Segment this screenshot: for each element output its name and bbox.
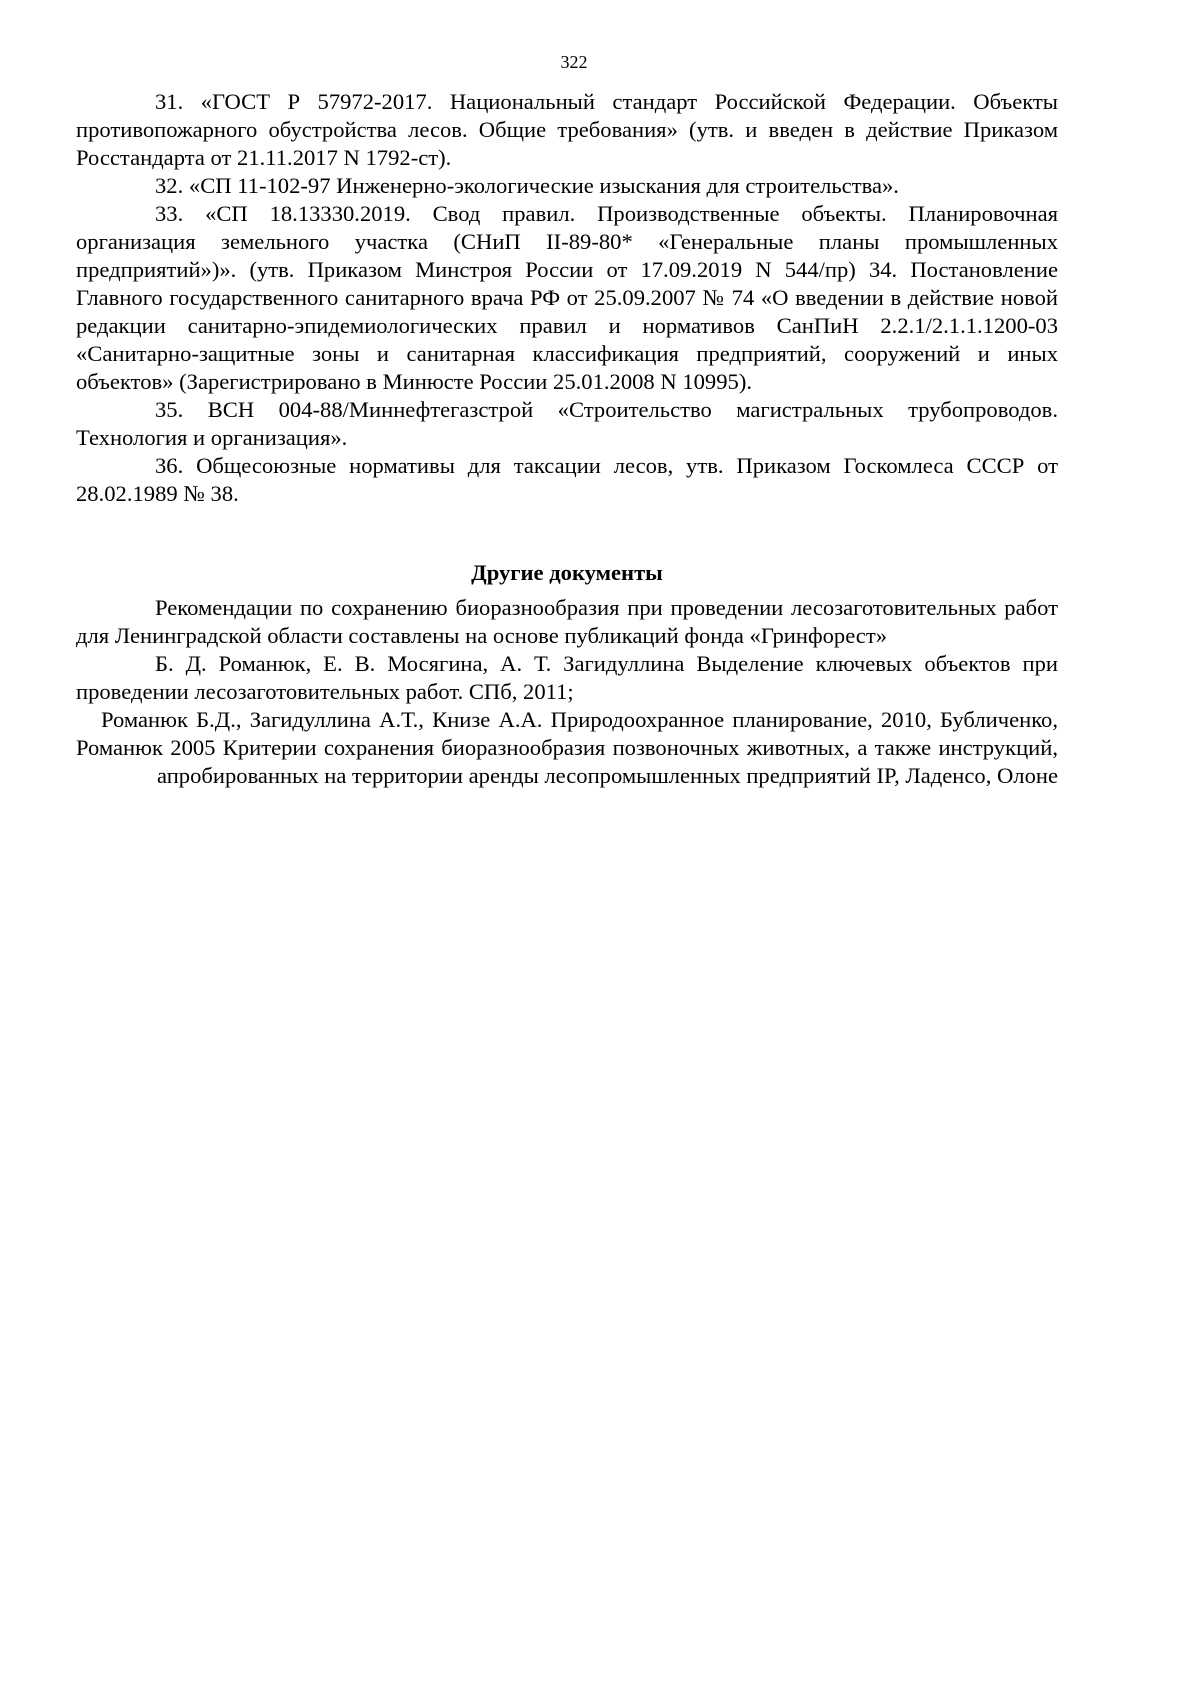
reference-item-33: 33. «СП 18.13330.2019. Свод правил. Производственные объекты. Планировочная организация земельного участка (СНиП II-89-80* «Генеральные планы промышленных предприятий»)». (утв. Приказом Минстроя России от 17.09.2019 N 544/пр) 34. Постановление Главного государственного санитарного врача РФ от 25.09.2007 № 74 «О введении в действие новой редакции санитарно-эпидемиологических правил и нормативов СанПиН 2.2.1/2.1.1.1200-03 «Санитарно-защитные зоны и санитарная классификация предприятий, сооружений и иных объектов» (Зарегистрировано в Минюсте России 25.01.2008 N 10995). xyxy=(76,201,1058,394)
other-document-item: Б. Д. Романюк, Е. В. Мосягина, А. Т. Загидуллина Выделение ключевых объектов при проведении лесозаготовительных работ. СПб, 2011; xyxy=(76,651,1058,704)
document-page xyxy=(76,50,1058,790)
other-document-item: Рекомендации по сохранению биоразнообразия при проведении лесозаготовительных работ для Ленинградской области составлены на основе публикаций фонда «Гринфорест» xyxy=(76,595,1058,648)
other-document-item: Романюк Б.Д., Загидуллина А.Т., Книзе А.А. Природоохранное планирование, 2010, Бубличенко, Романюк 2005 Критерии сохранения биоразнообразия позвоночных животных, а также инструкций, апробированных на территории аренды лесопромышленных предприятий IP, Ладенсо, Олоне xyxy=(76,707,1058,788)
page-number: 322 xyxy=(560,52,588,72)
reference-item-31: 31. «ГОСТ Р 57972-2017. Национальный стандарт Российской Федерации. Объекты противопожарного обустройства лесов. Общие требования» (утв. и введен в действие Приказом Росстандарта от 21.11.2017 N 1792-ст). xyxy=(76,89,1058,170)
section-heading: Другие документы xyxy=(471,560,663,585)
reference-item-32: 32. «СП 11-102-97 Инженерно-экологические изыскания для строительства». xyxy=(155,173,899,198)
reference-item-35: 35. ВСН 004-88/Миннефтегазстрой «Строительство магистральных трубопроводов. Технология и организация». xyxy=(76,397,1058,450)
reference-item-36: 36. Общесоюзные нормативы для таксации лесов, утв. Приказом Госкомлеса СССР от 28.02.1989 № 38. xyxy=(76,453,1058,506)
